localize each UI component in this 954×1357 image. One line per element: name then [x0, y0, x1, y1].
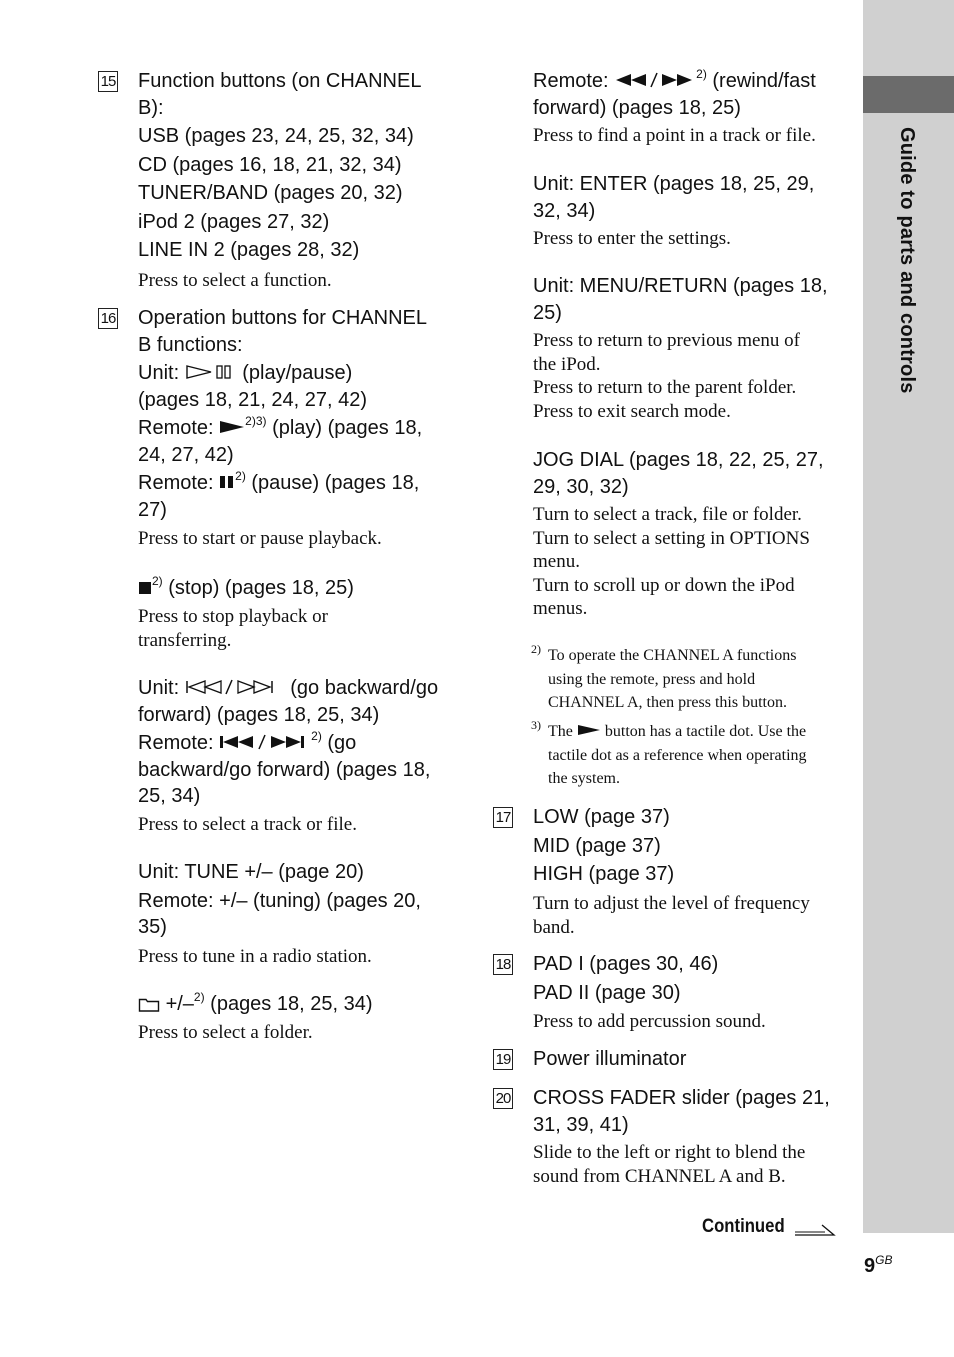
line: JOG DIAL (pages 18, 22, 25, 27, — [533, 449, 824, 471]
line: LOW (page 37) — [533, 806, 670, 828]
jog-description — [533, 503, 848, 621]
line: Press to return to previous menu of — [533, 330, 801, 351]
line: iPod 2 (pages 27, 32) — [138, 210, 330, 233]
line: Turn to scroll up or down the iPod — [533, 574, 795, 596]
skip-description: Press to select a track or file. — [138, 814, 357, 835]
pause-icon — [219, 474, 235, 490]
region-code: GB — [875, 1253, 893, 1267]
label: (pause) (pages 18, — [251, 472, 420, 494]
line: backward/go forward) (pages 18, — [138, 758, 431, 781]
page-number — [864, 1253, 892, 1278]
play-description: Press to start or pause playback. — [138, 528, 382, 549]
line: USB (pages 23, 24, 25, 32, 34) — [138, 125, 414, 147]
label: (go — [327, 732, 357, 754]
label: The — [548, 723, 573, 740]
item-18-description: Press to add percussion sound. — [533, 1011, 766, 1032]
stop-description — [138, 605, 458, 652]
line: CHANNEL A, then press this button. — [548, 694, 787, 711]
label: (play) (pages 18, — [272, 417, 423, 439]
line: sound from CHANNEL A and B. — [533, 1165, 786, 1187]
line: transferring. — [138, 629, 232, 651]
tune-description: Press to tune in a radio station. — [138, 946, 372, 967]
footnote-3 — [533, 720, 848, 791]
label: +/– — [165, 993, 194, 1015]
line: the iPod. — [533, 353, 601, 375]
line: 27) — [138, 498, 167, 521]
line: CD (pages 16, 18, 21, 32, 34) — [138, 153, 402, 176]
item-number: 20 — [493, 1088, 513, 1109]
label: (pages 18, 25, 34) — [210, 993, 373, 1015]
rewind-description: Press to find a point in a track or file. — [533, 125, 816, 146]
line: menu. — [533, 551, 580, 572]
item-20-lines — [533, 1085, 848, 1138]
footnote-ref: 2) — [193, 990, 205, 1004]
label: Remote: — [533, 70, 609, 92]
line: the system. — [548, 770, 620, 787]
folder-button — [138, 991, 458, 1018]
menu-description — [533, 329, 848, 423]
prev-next-icon — [185, 679, 285, 695]
label: Remote: — [138, 417, 214, 439]
line: CROSS FADER slider (pages 21, — [533, 1087, 830, 1109]
line: PAD II (page 30) — [533, 981, 681, 1004]
line: 32, 34) — [533, 199, 596, 222]
item-15-lines — [138, 68, 458, 264]
play-pause-unit — [138, 360, 458, 413]
line: Unit: MENU/RETURN (pages 18, — [533, 275, 828, 297]
section-title: Guide to parts and controls — [896, 127, 918, 394]
item-number: 16 — [98, 308, 118, 329]
footnote-ref: 2) — [311, 729, 322, 743]
line: Press to exit search mode. — [533, 400, 731, 422]
line: Slide to the left or right to blend the — [533, 1142, 806, 1163]
line: Turn to select a setting in OPTIONS — [533, 527, 810, 549]
skip-remote — [138, 730, 458, 810]
line: B): — [138, 96, 164, 119]
item-17-description — [533, 892, 848, 939]
line: band. — [533, 916, 575, 938]
item-number: 19 — [493, 1049, 513, 1070]
line: LINE IN 2 (pages 28, 32) — [138, 239, 360, 261]
line: Turn to select a track, file or folder. — [533, 504, 802, 525]
label: (stop) (pages 18, 25) — [168, 577, 354, 599]
prev-next-filled-icon — [219, 734, 311, 750]
play-remote — [138, 415, 458, 468]
line: MID (page 37) — [533, 834, 661, 857]
footnote-ref: 2) — [696, 67, 707, 81]
line: 29, 30, 32) — [533, 475, 629, 498]
line: 35) — [138, 916, 167, 938]
label: (play/pause) — [242, 362, 353, 384]
continued-label: Continued — [702, 1216, 785, 1237]
skip-unit — [138, 675, 458, 728]
folder-icon — [138, 996, 160, 1012]
line: Function buttons (on CHANNEL — [138, 70, 422, 92]
line: Press to stop playback or — [138, 606, 328, 627]
line: 25) — [533, 301, 562, 324]
line: Press to return to the parent folder. — [533, 377, 797, 398]
label: button has a tactile dot. Use the — [604, 723, 807, 740]
line: Operation buttons for CHANNEL — [138, 307, 428, 329]
line: HIGH (page 37) — [533, 863, 675, 885]
label: Unit: — [138, 677, 180, 699]
item-15-description: Press to select a function. — [138, 270, 332, 291]
pause-remote — [138, 470, 458, 523]
continued-arrow-icon — [794, 1222, 836, 1238]
label: Remote: — [138, 732, 214, 754]
menu-return-button — [533, 273, 848, 326]
footnote-mark: 3) — [531, 718, 541, 732]
footnote-mark: 2) — [531, 642, 541, 656]
line: 25, 34) — [138, 785, 201, 807]
enter-description: Press to enter the settings. — [533, 228, 731, 249]
item-number: 15 — [98, 71, 118, 92]
tune-controls — [138, 859, 458, 941]
line: TUNER/BAND (pages 20, 32) — [138, 182, 403, 204]
item-18-lines — [533, 951, 848, 1006]
label: Remote: — [138, 472, 214, 494]
footnote-ref: 2) — [235, 469, 246, 483]
page-number-value: 9 — [864, 1255, 876, 1277]
jog-dial — [533, 447, 848, 500]
play-icon — [577, 723, 601, 737]
play-icon — [219, 419, 245, 435]
footnote-ref: 2)3) — [245, 414, 267, 428]
item-17-lines — [533, 804, 848, 888]
line: Unit: TUNE +/– (page 20) — [138, 861, 364, 883]
line: Power illuminator — [533, 1048, 687, 1070]
line: (pages 18, 21, 24, 27, 42) — [138, 388, 368, 411]
line: 31, 39, 41) — [533, 1113, 629, 1136]
line: PAD I (pages 30, 46) — [533, 953, 719, 975]
rewind-ff-remote — [533, 68, 848, 121]
label: (go backward/go — [290, 677, 439, 699]
line: To operate the CHANNEL A functions — [548, 647, 797, 664]
item-number: 17 — [493, 807, 513, 828]
line: Remote: +/– (tuning) (pages 20, — [138, 889, 421, 912]
line: menus. — [533, 598, 588, 619]
stop-button — [138, 575, 458, 602]
item-number: 18 — [493, 954, 513, 975]
line: Unit: ENTER (pages 18, 25, 29, — [533, 173, 815, 195]
line: Turn to adjust the level of frequency — [533, 893, 810, 914]
item-19-lines — [533, 1046, 848, 1073]
folder-description: Press to select a folder. — [138, 1022, 313, 1043]
stop-icon — [138, 581, 152, 595]
item-20-description — [533, 1141, 848, 1188]
item-16-title — [138, 305, 458, 358]
line: tactile dot as a reference when operating — [548, 746, 807, 764]
enter-button — [533, 171, 848, 224]
line: forward) (pages 18, 25, 34) — [138, 703, 380, 726]
rewind-ff-icon — [614, 72, 696, 88]
line: using the remote, press and hold — [548, 670, 756, 688]
line: forward) (pages 18, 25) — [533, 96, 741, 119]
play-pause-icon — [185, 364, 237, 380]
footnote-2 — [533, 644, 848, 715]
line: 24, 27, 42) — [138, 443, 234, 466]
label: (rewind/fast — [712, 70, 816, 92]
label: Unit: — [138, 362, 180, 384]
sidebar-tab-marker — [863, 76, 954, 113]
line: B functions: — [138, 333, 243, 356]
footnote-ref: 2) — [152, 574, 163, 588]
